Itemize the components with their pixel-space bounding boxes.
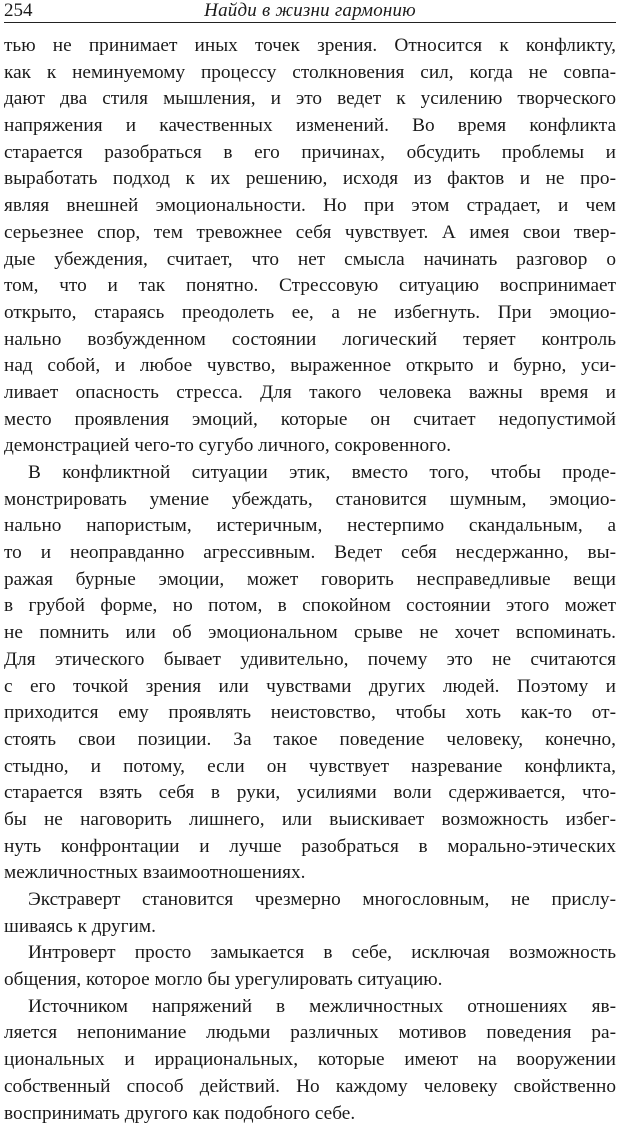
paragraph (4, 994, 616, 1127)
text-line: стыдно, и потому, если он чувствует назревание конфликта, (4, 754, 616, 781)
text-line: межличностных взаимоотношениях. (4, 860, 616, 887)
text-line: тью не принимает иных точек зрения. Относится к конфликту, (4, 33, 616, 60)
paragraph (4, 887, 616, 940)
text-line: циональных и иррациональных, которые имеют на вооружении (4, 1047, 616, 1074)
text-line: место проявления эмоций, которые он считает недопустимой (4, 407, 616, 434)
text-line: шиваясь к другим. (4, 914, 616, 941)
text-line: старается взять себя в руки, усилиями воли сдерживается, что- (4, 780, 616, 807)
book-page (4, 0, 616, 991)
text-line: стоять свои позиции. За такое поведение человеку, конечно, (4, 727, 616, 754)
text-line: дают два стиля мышления, и это ведет к усилению творческого (4, 86, 616, 113)
text-line: то и неоправданно агрессивным. Ведет себя несдержанно, вы- (4, 540, 616, 567)
text-line: дые убеждения, считает, что нет смысла начинать разговор о (4, 247, 616, 274)
page-number: 254 (4, 1, 33, 21)
text-line: общения, которое могло бы урегулировать ситуацию. (4, 967, 616, 994)
text-line: открыто, стараясь преодолеть ее, а не избегнуть. При эмоцио- (4, 300, 616, 327)
text-line: нально напористым, истеричным, нестерпимо скандальным, а (4, 513, 616, 540)
text-line: монстрировать умение убеждать, становится шумным, эмоцио- (4, 487, 616, 514)
text-line: не помнить или об эмоциональном срыве не хочет вспоминать. (4, 620, 616, 647)
text-line: собственный способ действий. Но каждому человеку свойственно (4, 1074, 616, 1101)
text-line: приходится ему проявлять неистовство, чтобы хоть как-то от- (4, 700, 616, 727)
text-line: Экстраверт становится чрезмерно многословным, не прислу- (4, 887, 616, 914)
text-line: том, что и так понятно. Стрессовую ситуацию воспринимает (4, 273, 616, 300)
running-title: Найди в жизни гармонию (4, 1, 616, 21)
text-line: в грубой форме, но потом, в спокойном состоянии этого может (4, 593, 616, 620)
paragraph (4, 33, 616, 460)
text-line: напряжения и качественных изменений. Во время конфликта (4, 113, 616, 140)
text-line: ливает опасность стресса. Для такого человека важны время и (4, 380, 616, 407)
text-line: над собой, и любое чувство, выраженное открыто и бурно, уси- (4, 353, 616, 380)
text-line: Для этического бывает удивительно, почему это не считаются (4, 647, 616, 674)
text-line: старается разобраться в его причинах, обсудить проблемы и (4, 140, 616, 167)
text-line: ражая бурные эмоции, может говорить несправедливые вещи (4, 567, 616, 594)
text-line: являя внешней эмоциональности. Но при этом страдает, и чем (4, 193, 616, 220)
text-line: В конфликтной ситуации этик, вместо того, чтобы проде- (4, 460, 616, 487)
text-line: выработать подход к их решению, исходя из фактов и не про- (4, 166, 616, 193)
text-line: Интроверт просто замыкается в себе, исключая возможность (4, 940, 616, 967)
text-line: нуть конфронтации и лучше разобраться в морально-этических (4, 834, 616, 861)
text-line: нально возбужденном состоянии логический теряет контроль (4, 327, 616, 354)
body-text (4, 33, 616, 1127)
text-line: демонстрацией чего-то сугубо личного, сокровенного. (4, 433, 616, 460)
text-line: с его точкой зрения или чувствами других людей. Поэтому и (4, 674, 616, 701)
text-line: как к неминуемому процессу столкновения сил, когда не совпа- (4, 60, 616, 87)
text-line: ляется непонимание людьми различных мотивов поведения ра- (4, 1020, 616, 1047)
text-line: бы не наговорить лишнего, или выискивает возможность избег- (4, 807, 616, 834)
text-line: воспринимать другого как подобного себе. (4, 1101, 616, 1127)
text-line: Источником напряжений в межличностных отношениях яв- (4, 994, 616, 1021)
paragraph (4, 460, 616, 887)
paragraph (4, 940, 616, 993)
page-header (4, 0, 616, 23)
text-line: серьезнее спор, тем тревожнее себя чувствует. А имея свои твер- (4, 220, 616, 247)
